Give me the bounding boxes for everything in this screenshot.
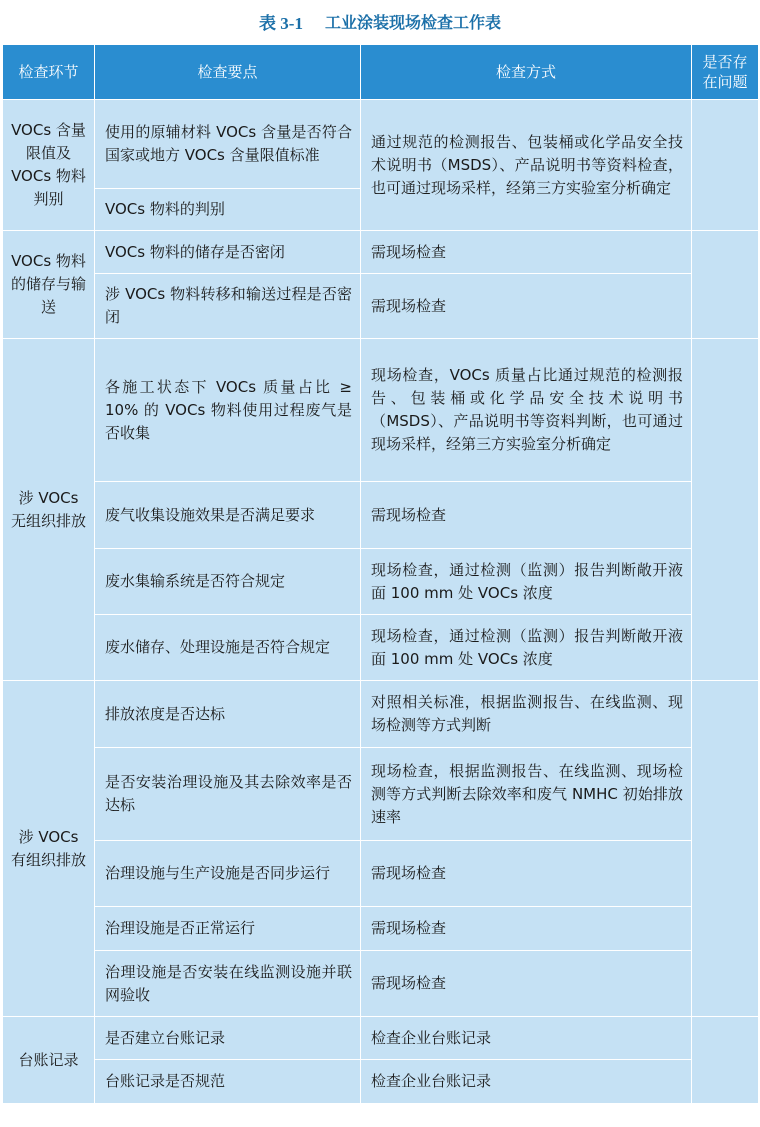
point-cell: 废水储存、处理设施是否符合规定 [95,615,361,681]
stage-cell: 台账记录 [3,1017,95,1104]
method-cell: 现场检查，VOCs 质量占比通过规范的检测报告、包装桶或化学品安全技术说明书（MSDS）、产品说明书等资料判断，也可通过现场采样，经第三方实验室分析确定 [361,339,692,482]
table-row [3,748,759,841]
point-cell: VOCs 物料的判别 [95,189,361,231]
issue-cell[interactable] [692,681,759,1017]
point-cell: 废水集输系统是否符合规定 [95,549,361,615]
inspection-table [2,44,759,1104]
point-cell: 涉 VOCs 物料转移和输送过程是否密闭 [95,274,361,339]
point-cell: 台账记录是否规范 [95,1060,361,1104]
table-row [3,615,759,681]
table-caption [0,0,760,42]
issue-cell[interactable] [692,231,759,339]
table-row [3,951,759,1017]
table-row [3,549,759,615]
point-cell: 治理设施与生产设施是否同步运行 [95,841,361,907]
table-row [3,274,759,339]
method-cell: 现场检查，通过检测（监测）报告判断敞开液面 100 mm 处 VOCs 浓度 [361,615,692,681]
table-row [3,231,759,274]
point-cell: 是否安装治理设施及其去除效率是否达标 [95,748,361,841]
method-cell: 需现场检查 [361,274,692,339]
table-row [3,1060,759,1104]
table-row [3,482,759,549]
header-issue: 是否存在问题 [692,45,759,100]
issue-cell[interactable] [692,1017,759,1104]
point-cell: 各施工状态下 VOCs 质量占比 ≥ 10% 的 VOCs 物料使用过程废气是否收集 [95,339,361,482]
header-method: 检查方式 [361,45,692,100]
table-row [3,841,759,907]
method-cell: 需现场检查 [361,907,692,951]
method-cell: 对照相关标准，根据监测报告、在线监测、现场检测等方式判断 [361,681,692,748]
table-row [3,339,759,482]
table-row [3,100,759,189]
issue-cell[interactable] [692,100,759,231]
point-cell: 使用的原辅材料 VOCs 含量是否符合国家或地方 VOCs 含量限值标准 [95,100,361,189]
issue-cell[interactable] [692,339,759,681]
point-cell: 是否建立台账记录 [95,1017,361,1060]
stage-cell: 涉 VOCs 无组织排放 [3,339,95,681]
table-number: 表 3-1 [259,13,303,33]
method-cell: 通过规范的检测报告、包装桶或化学品安全技术说明书（MSDS）、产品说明书等资料检查，也可通过现场采样，经第三方实验室分析确定 [361,100,692,231]
header-points: 检查要点 [95,45,361,100]
stage-cell: VOCs 含量限值及 VOCs 物料判别 [3,100,95,231]
table-row [3,907,759,951]
point-cell: 排放浓度是否达标 [95,681,361,748]
table-row [3,1017,759,1060]
table-row [3,681,759,748]
header-stage: 检查环节 [3,45,95,100]
method-cell: 需现场检查 [361,482,692,549]
method-cell: 现场检查，根据监测报告、在线监测、现场检测等方式判断去除效率和废气 NMHC 初始排放速率 [361,748,692,841]
point-cell: VOCs 物料的储存是否密闭 [95,231,361,274]
stage-cell: 涉 VOCs 有组织排放 [3,681,95,1017]
method-cell: 需现场检查 [361,951,692,1017]
method-cell: 检查企业台账记录 [361,1060,692,1104]
method-cell: 需现场检查 [361,231,692,274]
point-cell: 治理设施是否正常运行 [95,907,361,951]
method-cell: 现场检查，通过检测（监测）报告判断敞开液面 100 mm 处 VOCs 浓度 [361,549,692,615]
method-cell: 需现场检查 [361,841,692,907]
method-cell: 检查企业台账记录 [361,1017,692,1060]
header-row [3,45,759,100]
point-cell: 废气收集设施效果是否满足要求 [95,482,361,549]
stage-cell: VOCs 物料的储存与输送 [3,231,95,339]
table-title: 工业涂装现场检查工作表 [324,12,501,32]
point-cell: 治理设施是否安装在线监测设施并联网验收 [95,951,361,1017]
